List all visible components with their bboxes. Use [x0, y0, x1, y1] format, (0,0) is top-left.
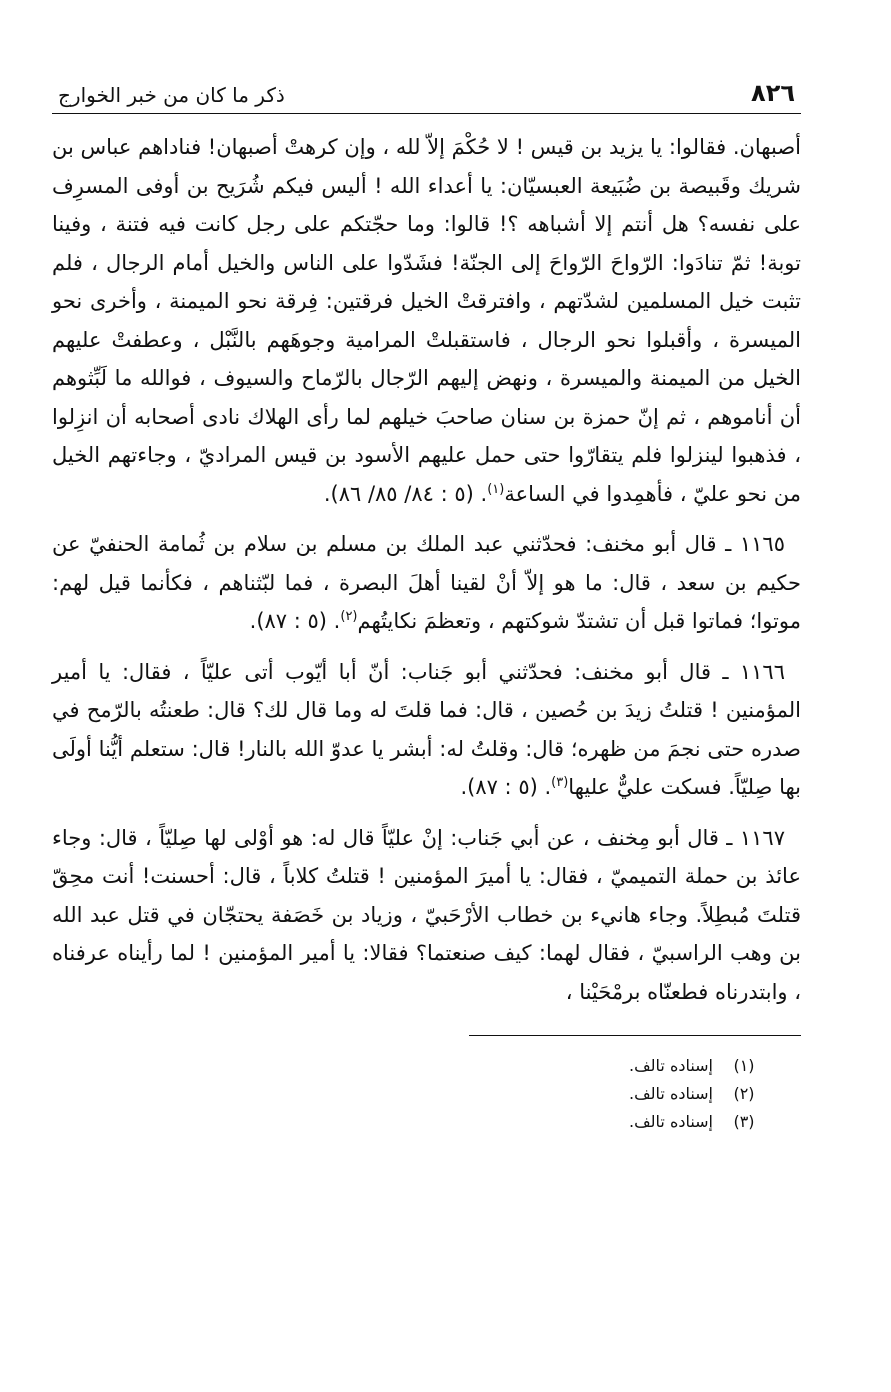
main-text — [52, 128, 801, 1011]
paragraph-text: ١١٦٦ ـ قال أبو مخنف: فحدّثني أبو جَناب: أنّ أبا أيّوب أتى عليّاً ، فقال: يا أمير المؤمنين ! قتلتُ زيدَ بن حُصين ، قال: فما قلتَ له وما قال لك؟ قال: طعنتُه بالرّمح في صدره حتى نجمَ من ظهره؛ قال: وقلتُ له: أبشر يا عدوّ الله بالنار! قال: ستعلم أيُّنا أولَى بها صِليّاً. فسكت عليٌّ عليها — [52, 659, 801, 799]
footnote-item — [52, 1108, 761, 1136]
footnote-text: إسناده تالف. — [629, 1084, 713, 1103]
footnote-text: إسناده تالف. — [629, 1056, 713, 1075]
footnote-marker: (٢) — [733, 1084, 755, 1103]
source-citation: (٥ : ٨٧). — [249, 609, 327, 633]
footnote-text: إسناده تالف. — [629, 1112, 713, 1131]
footnote-item — [52, 1080, 761, 1108]
narration-1167 — [52, 819, 801, 1012]
page-number: ٨٢٦ — [751, 79, 795, 107]
running-header — [52, 74, 801, 114]
paragraph-continuation: أصبهان. فقالوا: يا يزيد بن قيس ! لا حُكْمَ إلاّ لله ، وإن كرهتْ أصبهان! فناداهم عباس بن شريك وقَبيصة بن ضُبَيعة العبسيّان: يا أعداء الله ! أليس فيكم شُرَيح بن أوفى المسرِف على نفسه؟ هل أنتم إلا أشباهه ؟! قالوا: وما حجّتكم على رجل كانت فيه فتنة ، وفينا توبة! ثمّ تنادَوا: الرّواحَ الرّواحَ إلى الجنّة! فشَدّوا على الناس والخيل أمام الرجال ، فلم تثبت خيل المسلمين لشدّتهم ، وافترقتْ الخيل فرقتين: فِرقة نحو الميمنة ، وأخرى نحو الميسرة ، وأقبلوا نحو الرجال ، فاستقبلتْ المرامية وجوهَهم بالنَّبْل ، وعطفتْ عليهم الخيل من الميمنة والميسرة ، ونهض إليهم الرّجال بالرّماح والسيوف ، فوالله ما لَبِّثوهم أن أناموهم ، ثم إنّ حمزة بن سنان صاحبَ خيلهم لما رأى الهلاك نادى أصحابه أن انزِلوا ، فذهبوا لينزلوا فلم يتقارّوا حتى حمل عليهم الأسود بن قيس المراديّ ، وجاءتهم الخيل من نحو عليّ ، فأهمِدوا في الساعة$^{(١)}$. (٥ : ٨٤/ ٨٥/ ٨٦). — [52, 135, 801, 506]
paragraph-text: ١١٦٧ ـ قال أبو مِخنف ، عن أبي جَناب: إنْ عليّاً قال له: هو أوْلى لها صِليّاً ، قال: وجاء عائذ بن حملة التميميّ ، فقال: يا أميرَ المؤمنين ! قتلتُ كلاباً ، قال: أحسنت! أنت محِقّ قتلتَ مُبطِلاً. وجاء هانيء بن خطاب الأرْحَبيّ ، وزياد بن خَصَفة يحتجّان في قتل عبد الله بن وهب الراسبيّ ، فقال لهما: كيف صنعتما؟ فقالا: يا أمير المؤمنين ! لما رأيناه عرفناه ، وابتدرناه فطعنّاه برمْحَيْنا ، — [52, 825, 801, 1004]
footnote-reference: (٣) — [551, 775, 569, 790]
source-citation: (٥ : ٨٧). — [460, 775, 538, 799]
footnote-marker: (٣) — [733, 1112, 755, 1131]
footnote-marker: (١) — [733, 1056, 755, 1075]
footnotes — [52, 1052, 801, 1136]
source-citation: (٥ : ٨٤/ ٨٥/ ٨٦). — [323, 481, 474, 506]
narration-1165: ١١٦٥ ـ قال أبو مخنف: فحدّثني عبد الملك بن مسلم بن سلام بن ثُمامة الحنفيّ عن حكيم بن سعد ، قال: ما هو إلاّ أنْ لقينا أهلَ البصرة ، فما لبّثناهم ، فكأنما قيل لهم: موتوا؛ فماتوا قبل أن تشتدّ شوكتهم ، وتعظمَ نكايتُهم$^{(٢)}$. (٥ : ٨٧). — [52, 532, 801, 633]
footnote-item — [52, 1052, 761, 1080]
paragraph-text: ١١٦٥ ـ قال أبو مخنف: فحدّثني عبد الملك بن مسلم بن سلام بن ثُمامة الحنفيّ عن حكيم بن سعد ، قال: ما هو إلاّ أنْ لقينا أهلَ البصرة ، فما لبّثناهم ، فكأنما قيل لهم: موتوا؛ فماتوا قبل أن تشتدّ شوكتهم ، وتعظمَ نكايتُهم — [52, 532, 801, 633]
footnote-reference: (٢) — [340, 609, 358, 624]
footnote-reference: (١) — [487, 481, 505, 497]
footnote-separator — [469, 1035, 801, 1036]
paragraph-text: أصبهان. فقالوا: يا يزيد بن قيس ! لا حُكْمَ إلاّ لله ، وإن كرهتْ أصبهان! فناداهم عباس بن شريك وقَبيصة بن ضُبَيعة العبسيّان: يا أعداء الله ! أليس فيكم شُرَيح بن أوفى المسرِف على نفسه؟ هل أنتم إلا أشباهه ؟! قالوا: وما حجّتكم على رجل كانت فيه فتنة ، وفينا توبة! ثمّ تنادَوا: الرّواحَ الرّواحَ إلى الجنّة! فشَدّوا على الناس والخيل أمام الرجال ، فلم تثبت خيل المسلمين لشدّتهم ، وافترقتْ الخيل فرقتين: فِرقة نحو الميمنة ، وأخرى نحو الميسرة ، وأقبلوا نحو الرجال ، فاستقبلتْ المرامية وجوهَهم بالنَّبْل ، وعطفتْ عليهم الخيل من الميمنة والميسرة ، ونهض إليهم الرّجال بالرّماح والسيوف ، فوالله ما لَبِّثوهم أن أناموهم ، ثم إنّ حمزة بن سنان صاحبَ خيلهم لما رأى الهلاك نادى أصحابه أن انزِلوا ، فذهبوا لينزلوا فلم يتقارّوا حتى حمل عليهم الأسود بن قيس المراديّ ، وجاءتهم الخيل من نحو عليّ ، فأهمِدوا في الساعة — [52, 135, 801, 506]
narration-1166: ١١٦٦ ـ قال أبو مخنف: فحدّثني أبو جَناب: أنّ أبا أيّوب أتى عليّاً ، فقال: يا أمير المؤمنين ! قتلتُ زيدَ بن حُصين ، قال: فما قلتَ له وما قال لك؟ قال: طعنتُه بالرّمح في صدره حتى نجمَ من ظهره؛ قال: وقلتُ له: أبشر يا عدوّ الله بالنار! قال: ستعلم أيُّنا أولَى بها صِليّاً. فسكت عليٌّ عليها$^{(٣)}$. (٥ : ٨٧). — [52, 659, 801, 799]
running-title: ذكر ما كان من خبر الخوارج — [58, 83, 285, 107]
